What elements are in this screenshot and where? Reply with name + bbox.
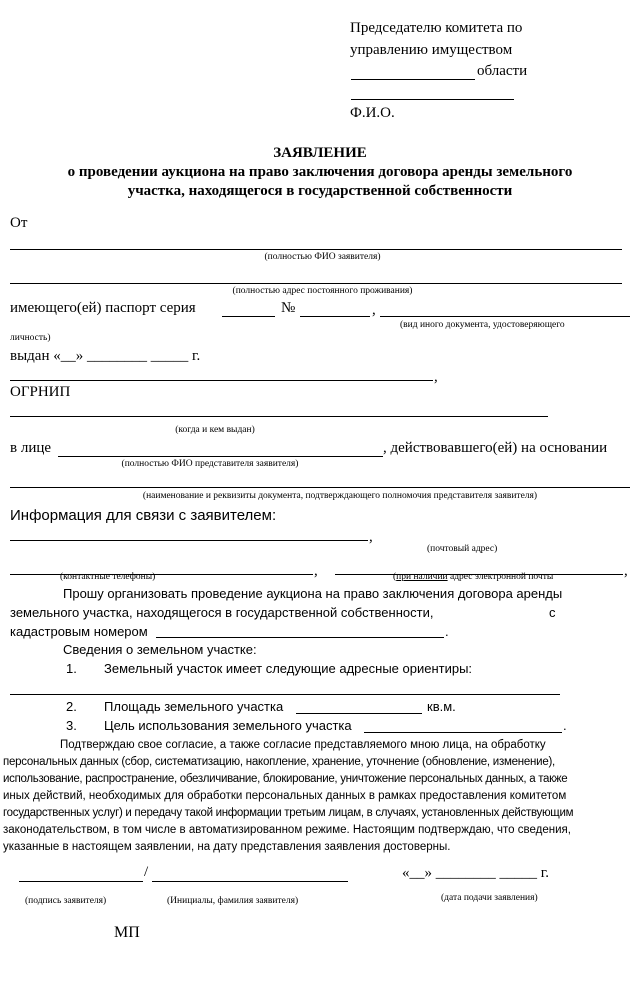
addressee-line-1: Председателю комитета по bbox=[350, 20, 523, 36]
land-item-2-number: 2. bbox=[66, 699, 77, 714]
phones-comma: , bbox=[314, 563, 318, 579]
email-hint bbox=[393, 573, 553, 583]
phones-hint: (контактные телефоны) bbox=[60, 572, 156, 582]
cadastral-number-blank[interactable] bbox=[156, 637, 444, 638]
other-document-blank[interactable] bbox=[380, 316, 630, 317]
passport-number-blank[interactable] bbox=[300, 316, 370, 317]
consent-line-3: использование, распространение, обезличивание, блокирование, уничтожение персональных данных, а также bbox=[3, 773, 568, 785]
applicant-fio-blank[interactable] bbox=[10, 249, 622, 250]
representative-fio-hint: (полностью ФИО представителя заявителя) bbox=[121, 459, 299, 469]
representative-fio-blank[interactable] bbox=[58, 456, 383, 457]
consent-line-6: законодательством, в том числе в автоматизированном режиме. Настоящим подтверждаю, что сведения, bbox=[3, 824, 571, 836]
signature-hint: (подпись заявителя) bbox=[25, 896, 107, 906]
consent-line-4: иных действий, необходимых для обработки персональных данных в рамках предоставления комитетом bbox=[3, 790, 567, 802]
issued-by-comma: , bbox=[434, 369, 438, 385]
issued-date-field[interactable]: выдан «__» ________ _____ г. bbox=[10, 348, 201, 364]
in-person-label: в лице bbox=[10, 440, 52, 456]
passport-label: имеющего(ей) паспорт серия bbox=[10, 300, 196, 316]
request-line-2: земельного участка, находящегося в государственной собственности, bbox=[10, 605, 434, 620]
postal-address-hint: (почтовый адрес) bbox=[427, 544, 498, 554]
consent-line-7: указанные в настоящем заявлении, на дату представления заявления достоверны. bbox=[3, 841, 451, 853]
stamp-place-label: МП bbox=[114, 924, 140, 941]
authority-document-hint: (наименование и реквизиты документа, подтверждающего полномочия представителя заявителя) bbox=[142, 491, 538, 501]
oblast-blank[interactable] bbox=[351, 79, 475, 80]
land-item-1-number: 1. bbox=[66, 661, 77, 676]
applicant-fio-hint: (полностью ФИО заявителя) bbox=[264, 252, 381, 262]
land-area-blank[interactable] bbox=[296, 713, 422, 714]
cadastral-period: . bbox=[445, 624, 449, 639]
document-title: ЗАЯВЛЕНИЕ bbox=[273, 145, 367, 161]
initials-blank[interactable] bbox=[152, 881, 348, 882]
postal-comma: , bbox=[369, 529, 373, 545]
cadastral-label: кадастровым номером bbox=[10, 624, 148, 639]
submission-date-hint: (дата подачи заявления) bbox=[441, 893, 538, 903]
consent-line-5: государственных услуг) и передачу такой информации третьим лицам, в случаях, установленных действующим bbox=[3, 807, 574, 819]
from-label: От bbox=[10, 215, 28, 231]
consent-line-1: Подтверждаю свое согласие, а также согласие представляемого мною лица, на обработку bbox=[60, 739, 546, 751]
land-purpose-blank[interactable] bbox=[364, 732, 562, 733]
email-hint-paren: ( bbox=[393, 572, 397, 582]
land-item-3-text: Цель использования земельного участка bbox=[104, 718, 352, 733]
document-subtitle-line-2: участка, находящегося в государственной собственности bbox=[127, 183, 513, 199]
passport-comma: , bbox=[372, 302, 376, 318]
applicant-address-blank[interactable] bbox=[10, 283, 622, 284]
document-subtitle-line-1: о проведении аукциона на право заключения договора аренды земельного bbox=[67, 164, 573, 180]
ogrnip-label: ОГРНИП bbox=[10, 384, 71, 400]
land-item-3-number: 3. bbox=[66, 718, 77, 733]
land-info-header: Сведения о земельном участке: bbox=[63, 642, 257, 657]
submission-date-field[interactable]: «__» ________ _____ г. bbox=[402, 865, 549, 881]
other-document-hint: (вид иного документа, удостоверяющего bbox=[400, 320, 565, 330]
authority-document-blank[interactable] bbox=[10, 487, 630, 488]
addressee-line-2: управлению имуществом bbox=[350, 42, 513, 58]
acting-basis-label: , действовавшего(ей) на основании bbox=[383, 440, 608, 456]
request-with: с bbox=[549, 605, 556, 620]
issued-by-hint: (когда и кем выдан) bbox=[175, 425, 255, 435]
email-hint-conditional: при наличии bbox=[396, 572, 448, 582]
land-item-1-text: Земельный участок имеет следующие адресные ориентиры: bbox=[104, 661, 473, 676]
email-hint-rest: адрес электронной почты bbox=[447, 572, 554, 582]
issued-by-blank-2[interactable] bbox=[10, 416, 548, 417]
issued-by-blank-1[interactable] bbox=[10, 380, 433, 381]
initials-hint: (Инициалы, фамилия заявителя) bbox=[167, 896, 299, 906]
passport-series-blank[interactable] bbox=[222, 316, 275, 317]
land-area-unit: кв.м. bbox=[427, 699, 456, 714]
number-sign: № bbox=[281, 300, 296, 316]
email-comma: , bbox=[624, 563, 628, 579]
postal-address-blank[interactable] bbox=[10, 540, 368, 541]
identity-hint: личность) bbox=[10, 333, 51, 343]
request-line-1: Прошу организовать проведение аукциона на право заключения договора аренды bbox=[63, 586, 563, 601]
contact-info-label: Информация для связи с заявителем: bbox=[10, 507, 277, 524]
chairman-name-blank[interactable] bbox=[351, 99, 514, 100]
land-purpose-period: . bbox=[563, 718, 567, 733]
applicant-address-hint: (полностью адрес постоянного проживания) bbox=[232, 286, 413, 296]
phones-blank[interactable] bbox=[10, 574, 313, 575]
consent-line-2: персональных данных (сбор, систематизацию, накопление, хранение, уточнение (обновление, изменение), bbox=[3, 756, 556, 768]
signature-slash: / bbox=[144, 864, 149, 880]
oblast-label: области bbox=[477, 63, 528, 79]
land-address-blank[interactable] bbox=[10, 694, 560, 695]
fio-label: Ф.И.О. bbox=[350, 105, 395, 121]
signature-blank[interactable] bbox=[19, 881, 143, 882]
land-item-2-text: Площадь земельного участка bbox=[104, 699, 284, 714]
